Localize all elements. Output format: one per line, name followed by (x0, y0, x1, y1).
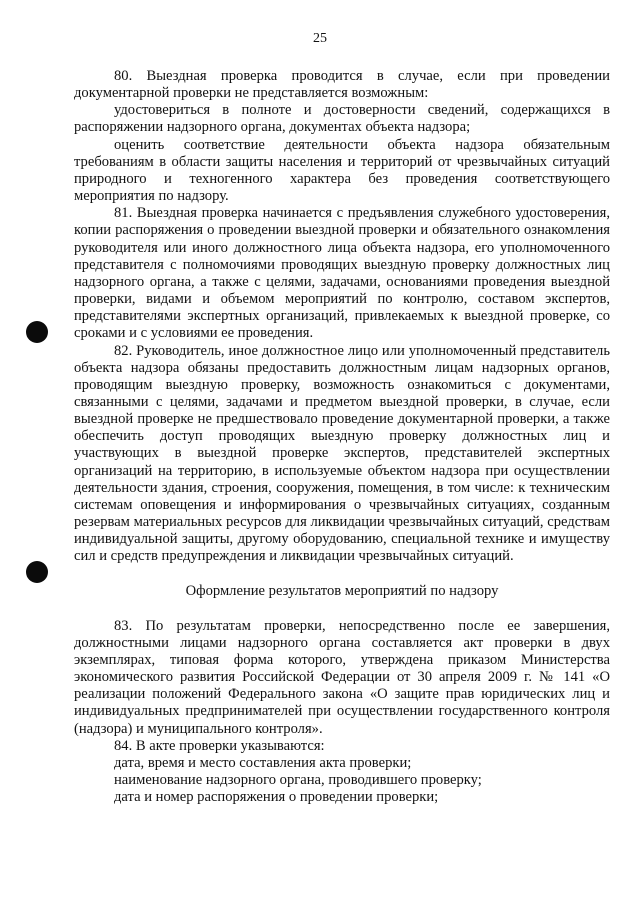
paragraph-84: 84. В акте проверки указываются: (114, 737, 325, 754)
paragraph-82: 82. Руководитель, иное должностное лицо или уполномоченный представитель объекта надзора обязаны предоставить должностным лицам надзорных органов, проводящим выездную проверку, возможность ознакомиться с документами, связанными с целями, задачами и предметом выездной проверки, в случае, если выездной проверке не предшествовало проведение документарной проверки, а также обеспечить доступ проводящих выездную проверку должностных лиц и участвующих в выездной проверке экспертов, представителей экспертных организаций на территорию, в используемые объектом надзора при осуществлении деятельности здания, строения, сооружения, помещения, в том числе: к техническим системам оповещения и информирования о чрезвычайных ситуациях, созданным резервам материальных ресурсов для ликвидации чрезвычайных ситуаций, средствам индивидуальной защиты, другому оборудованию, специальной технике и имуществу сил и средств предупреждения и ликвидации чрезвычайных ситуаций. (74, 342, 610, 565)
paragraph-80-item-1: удостовериться в полноте и достоверности сведений, содержащихся в распоряжении надзорного органа, документах объекта надзора; (74, 102, 610, 136)
paragraph-80: 80. Выездная проверка проводится в случае, если при проведении документарной проверки не представляется возможным: (74, 68, 610, 102)
punch-hole-top (26, 321, 48, 343)
paragraph-84-item-2: наименование надзорного органа, проводившего проверку; (114, 772, 482, 789)
paragraph-84-item-1: дата, время и место составления акта проверки; (114, 754, 412, 771)
paragraph-84-item-3: дата и номер распоряжения о проведении проверки; (114, 789, 439, 806)
paragraph-83: 83. По результатам проверки, непосредственно после ее завершения, должностными лицами надзорного органа составляется акт проверки в двух экземплярах, типовая форма которого, утверждена приказом Министерства экономического развития Российской Федерации от 30 апреля 2009 г. № 141 «О реализации положений Федерального закона «О защите прав юридических лиц и индивидуальных предпринимателей при осуществлении государственного контроля (надзора) и муниципального контроля». (74, 617, 610, 737)
section-heading: Оформление результатов мероприятий по надзору (185, 582, 499, 599)
punch-hole-bottom (26, 561, 48, 583)
document-body (74, 68, 610, 806)
page-number: 25 (313, 31, 327, 46)
paragraph-80-item-2: оценить соответствие деятельности объекта надзора обязательным требованиям в области защиты населения и территорий от чрезвычайных ситуаций природного и техногенного характера без проведения соответствующего мероприятия по надзору. (74, 136, 610, 205)
paragraph-81: 81. Выездная проверка начинается с предъявления служебного удостоверения, копии распоряжения о проведении выездной проверки и обязательного ознакомления руководителя или иного должностного лица объекта надзора, его уполномоченного представителя с полномочиями проводящих выездную проверку должностных лиц надзорного органа, а также с целями, задачами, основаниями проведения выездной проверки, видами и объемом мероприятий по контролю, составом экспертов, представителями экспертных организаций, привлекаемых к выездной проверке, со сроками и с условиями ее проведения. (74, 205, 610, 342)
